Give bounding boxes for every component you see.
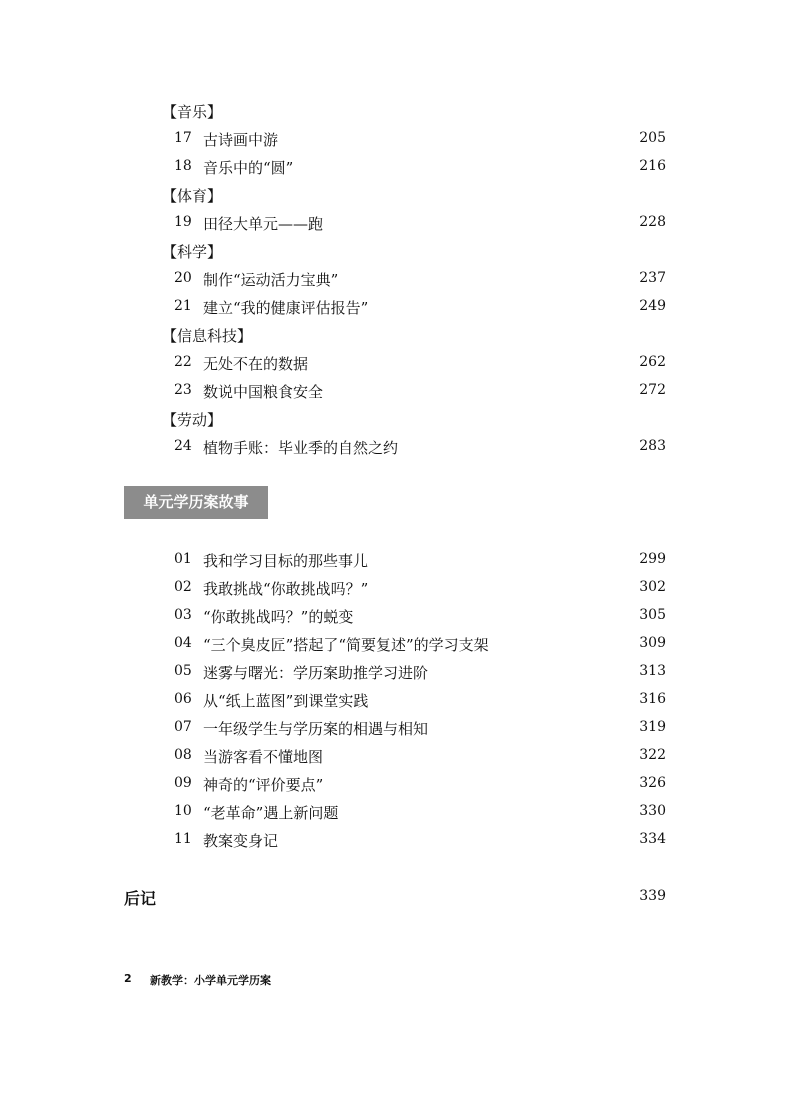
category-music: 【音乐】 (162, 103, 223, 121)
entry-number: 17 (174, 130, 192, 146)
entry-title: 教案变身记 (203, 832, 279, 850)
entry-title: 从“纸上蓝图”到课堂实践 (203, 692, 369, 710)
footer-book-title: 新教学：小学单元学历案 (150, 974, 271, 987)
category-it: 【信息科技】 (162, 327, 253, 345)
entry-page: 216 (639, 158, 666, 174)
entry-page: 262 (639, 354, 666, 370)
entry-page: 316 (639, 691, 666, 707)
entry-title: 我和学习目标的那些事儿 (203, 552, 369, 570)
entry-page: 205 (639, 130, 666, 146)
entry-number: 05 (174, 663, 192, 679)
entry-page: 309 (639, 635, 666, 651)
entry-page: 249 (639, 298, 666, 314)
entry-page: 299 (639, 551, 666, 567)
entry-page: 305 (639, 607, 666, 623)
entry-page: 283 (639, 438, 666, 454)
entry-number: 21 (174, 298, 192, 314)
entry-title: 音乐中的“圆” (203, 159, 294, 177)
entry-title: 建立“我的健康评估报告” (203, 299, 369, 317)
entry-title: 数说中国粮食安全 (203, 383, 324, 401)
entry-page: 313 (639, 663, 666, 679)
entry-number: 19 (174, 214, 192, 230)
afterword-page: 339 (639, 888, 666, 904)
entry-page: 228 (639, 214, 666, 230)
entry-number: 11 (174, 831, 192, 847)
entry-number: 20 (174, 270, 192, 286)
entry-title: “老革命”遇上新问题 (203, 804, 339, 822)
category-pe: 【体育】 (162, 187, 223, 205)
entry-number: 23 (174, 382, 192, 398)
entry-title: 田径大单元——跑 (203, 215, 324, 233)
entry-number: 22 (174, 354, 192, 370)
entry-page: 237 (639, 270, 666, 286)
entry-number: 08 (174, 747, 192, 763)
entry-page: 334 (639, 831, 666, 847)
afterword-title: 后记 (124, 889, 157, 908)
entry-number: 09 (174, 775, 192, 791)
entry-title: 无处不在的数据 (203, 355, 309, 373)
entry-title: 我敢挑战“你敢挑战吗？” (203, 580, 369, 598)
entry-number: 18 (174, 158, 192, 174)
entry-title: 制作“运动活力宝典” (203, 271, 339, 289)
entry-title: 植物手账：毕业季的自然之约 (203, 439, 399, 457)
entry-title: 当游客看不懂地图 (203, 748, 324, 766)
entry-number: 10 (174, 803, 192, 819)
entry-title: 迷雾与曙光：学历案助推学习进阶 (203, 664, 429, 682)
entry-title: 神奇的“评价要点” (203, 776, 324, 794)
entry-page: 322 (639, 747, 666, 763)
entry-page: 319 (639, 719, 666, 735)
category-labor: 【劳动】 (162, 411, 223, 429)
entry-title: “你敢挑战吗？”的蜕变 (203, 608, 354, 626)
entry-number: 02 (174, 579, 192, 595)
entry-title: 古诗画中游 (203, 131, 279, 149)
entry-number: 03 (174, 607, 192, 623)
category-science: 【科学】 (162, 243, 223, 261)
entry-title: 一年级学生与学历案的相遇与相知 (203, 720, 429, 738)
section-heading-stories: 单元学历案故事 (124, 486, 268, 519)
entry-page: 326 (639, 775, 666, 791)
entry-number: 24 (174, 438, 192, 454)
footer-page-number: 2 (124, 972, 132, 985)
entry-number: 04 (174, 635, 192, 651)
entry-number: 07 (174, 719, 192, 735)
entry-number: 01 (174, 551, 192, 567)
entry-page: 272 (639, 382, 666, 398)
entry-title: “三个臭皮匠”搭起了“简要复述”的学习支架 (203, 636, 489, 654)
entry-number: 06 (174, 691, 192, 707)
entry-page: 302 (639, 579, 666, 595)
entry-page: 330 (639, 803, 666, 819)
